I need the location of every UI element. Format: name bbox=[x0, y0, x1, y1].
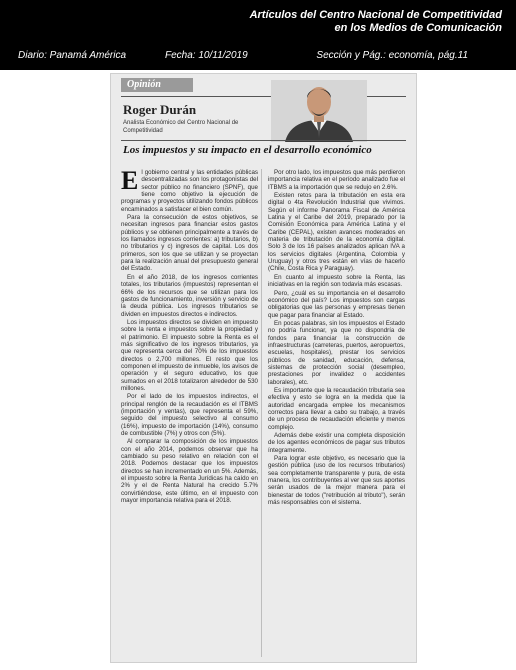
left-paragraph-6: Al comparar la composición de los impuestos con el año 2014, podemos observar que ha cambiado su peso relativo en relación con el 2018. Podemos destacar que los impuestos directos se han incrementado en un 5%. Además, el impuesto sobre la Renta Jurídicas ha caído en 2% y el de Renta Natural ha crecido 5.7% convirtiéndose, este último, en el impuesto con mayor importancia relativa para el 2018. bbox=[121, 438, 258, 505]
header-title bbox=[250, 9, 502, 35]
right-paragraph-5: En pocas palabras, sin los impuestos el Estado no podría funcionar, ya que no dispondría de fondos para financiar la construcción de infraestructuras (carreteras, puertos, aeropuertos, escuelas, hospitales), prestar los servicios públicos de sanidad, educación, defensa, sistemas de protección social (desempleo, prestaciones por invalidez o accidentes laborales), etc. bbox=[268, 319, 405, 386]
left-paragraph-2: Para la consecución de estos objetivos, se necesitan ingresos para financiar estos gastos públicos y se obtienen principalmente a través de los llamados ingresos corrientes: a) tributarios, b) no tributarios y c) ingresos de capital. Los dos primeros, son los que se utilizan y se proyectan para la realización anual del presupuesto general del Estado. bbox=[121, 214, 258, 273]
left-paragraph-1 bbox=[121, 166, 258, 213]
header-title-line1: Artículos del Centro Nacional de Competitividad bbox=[249, 9, 502, 21]
author-role: Analista Económico del Centro Nacional de Competitividad bbox=[123, 120, 239, 134]
author-name: Roger Durán bbox=[123, 102, 197, 117]
right-paragraph-8: Para lograr este objetivo, es necesario que la gestión pública (uso de los recursos tributarios) sea completamente transparente y pura, de esta manera, los contribuyentes al ver que sus aportes serán usados de la mejor manera para el bienestar de todos ("retribución al tributo"), serán más responsables con el sistema. bbox=[268, 455, 405, 507]
article-headline: Los impuestos y su impacto en el desarrollo económico bbox=[123, 144, 372, 156]
right-paragraph-2: Existen retos para la tributación en esta era digital o 4ta Revolución Industrial que vivimos. Según el informe Panorama Fiscal de América Latina y el Caribe del 2019, preparado por la Comisión Económica para América Latina y el Caribe (CEPAL), existen avances moderados en materia de tributación de la economía digital. Solo 3 de los 16 países analizados aplican IVA a los servicios digitales (Argentina, Colombia y Uruguay) y otros tres están en vías de hacerlo (Chile, Costa Rica y Paraguay). bbox=[268, 192, 405, 273]
section-label: Opinión bbox=[121, 78, 193, 92]
right-paragraph-4: Pero, ¿cuál es su importancia en el desarrollo económico del país? Los impuestos son cargas obligatorias que las personas y empresas tienen que pagar para financiar al Estado. bbox=[268, 289, 405, 319]
article-column-left bbox=[121, 166, 258, 505]
header-title-line2: en los Medios de Comunicación bbox=[334, 22, 502, 34]
author-portrait-icon bbox=[271, 80, 367, 142]
document-header bbox=[0, 0, 516, 70]
right-paragraph-7: Además debe existir una completa disposición de los agentes económicos de pagar sus tributos íntegramente. bbox=[268, 432, 405, 454]
paragraph-text: l gobierno central y las entidades públicas descentralizadas son los protagonistas del sector público no financiero (SPNF), que tiene como objetivo la ejecución de programas y proyectos utilizando fondos públicos encaminados a satisfacer el bien común. bbox=[121, 169, 258, 213]
right-paragraph-6: Es importante que la recaudación tributaria sea efectiva y esto se logra en la medida que la autoridad encargada emplee los mecanismos correctos para llevar a cabo su trabajo, a través de un proceso de recaudación eficiente y menos complejo. bbox=[268, 386, 405, 431]
headline-rule bbox=[121, 140, 406, 141]
newspaper-name: Diario: Panamá América bbox=[18, 50, 127, 61]
author-photo bbox=[271, 80, 367, 142]
publication-date: Fecha: 10/11/2019 bbox=[165, 50, 248, 61]
column-divider bbox=[261, 169, 262, 657]
drop-cap: E bbox=[121, 166, 139, 195]
section-page: Sección y Pág.: economía, pág.11 bbox=[316, 50, 468, 61]
left-paragraph-3: En el año 2018, de los ingresos corrientes totales, los tributarios (impuestos) representan el 66% de los recursos que se utilizan para los gastos de funcionamiento, inversión y servicio de la deuda pública. Los ingresos tributarios se dividen en impuestos directos e indirectos. bbox=[121, 273, 258, 318]
right-paragraph-3: En cuanto al impuesto sobre la Renta, las iniciativas en la región son todavía más escasas. bbox=[268, 273, 405, 289]
article-column-right bbox=[268, 169, 405, 507]
right-paragraph-1: Por otro lado, los impuestos que más perdieron importancia relativa en el período analizado fue el ITBMS a la importación que se redujo en 2.6%. bbox=[268, 169, 405, 191]
left-paragraph-5: Por el lado de los impuestos indirectos, el principal renglón de la recaudación es el ITBMS (importación y ventas), que representa el 59%, seguido del impuesto selectivo al consumo (16%), impuesto de importación (14%), consumo de combustible (7%) y otros con (5%). bbox=[121, 393, 258, 438]
left-paragraph-4: Los impuestos directos se dividen en impuesto sobre la renta e impuestos sobre la propiedad y el patrimonio. El impuesto sobre la Renta es el más significativo de los ingresos tributarios, ya que representa cerca del 70% de los impuestos directos o 2,700 millones. El resto que los componen el impuesto de inmueble, los avisos de operación y el seguro educativo, los que sumados en el 2018 totalizaron alrededor de 530 millones. bbox=[121, 318, 258, 392]
newspaper-clipping bbox=[110, 73, 417, 663]
